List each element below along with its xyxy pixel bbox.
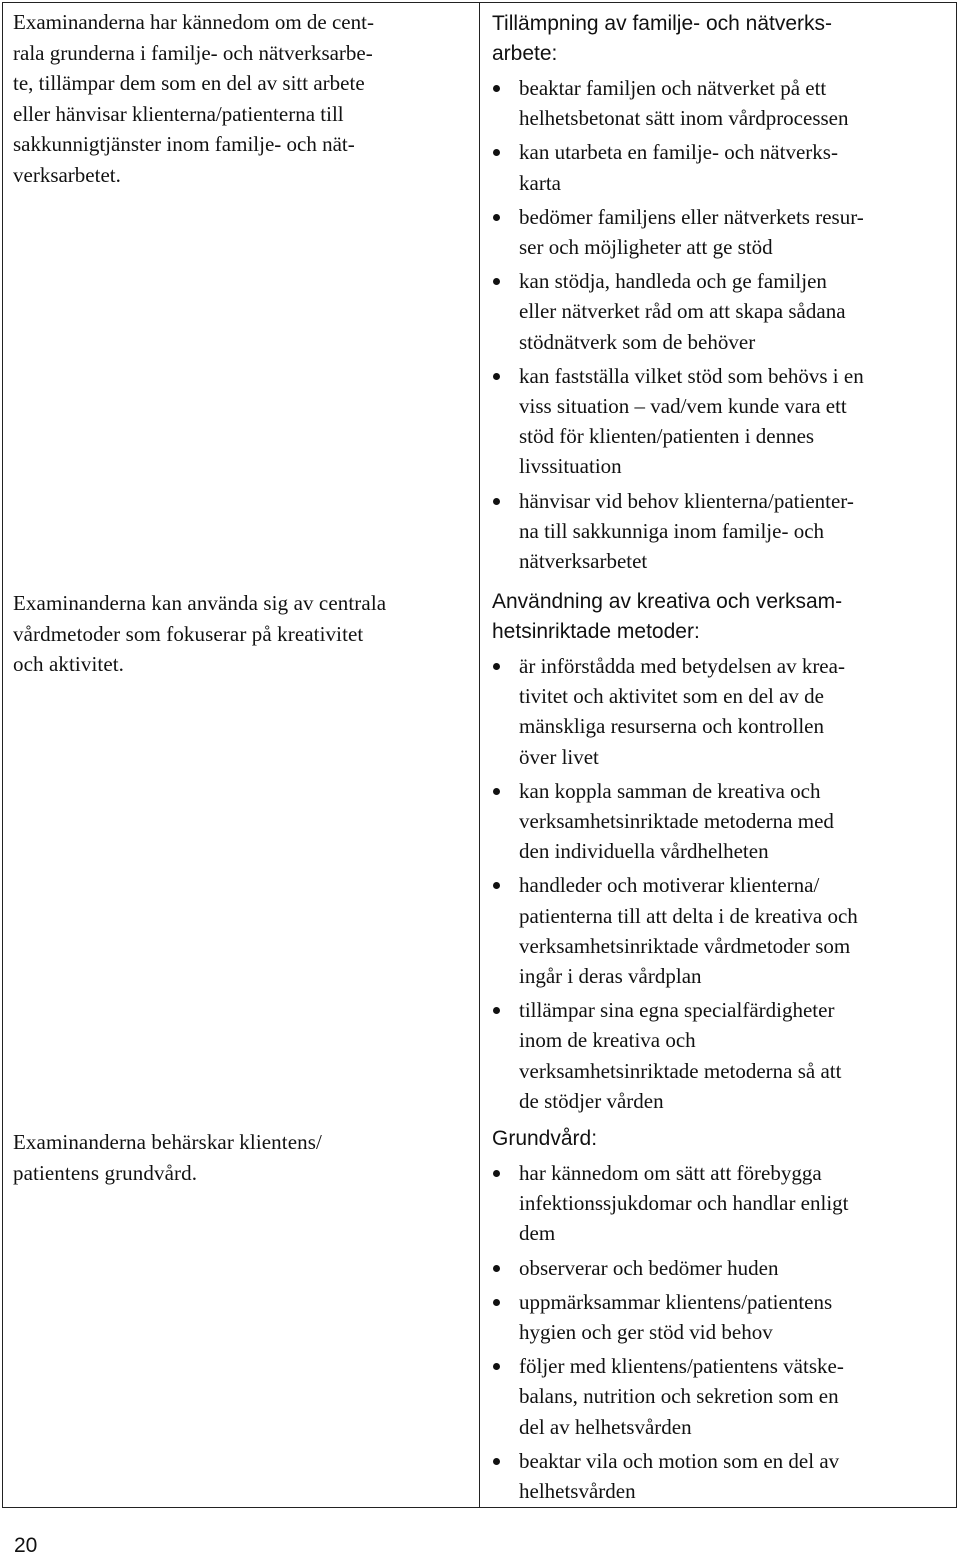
list-item [492, 1446, 954, 1506]
left-paragraph [13, 588, 475, 680]
text-line: tivitet och aktivitet som en del av de [519, 684, 825, 709]
bullet-list [492, 651, 954, 1116]
text-line: hänvisar vid behov klienterna/patienter- [519, 488, 854, 513]
text-line: kan koppla samman de kreativa och [519, 778, 821, 803]
page-number: 20 [14, 1534, 38, 1557]
text-line: beaktar vila och motion som en del av [519, 1448, 840, 1473]
text-line: har kännedom om sätt att förebygga [519, 1161, 822, 1185]
text-line: patienterna till att delta i de kreativa och [519, 903, 858, 928]
list-item [492, 73, 954, 133]
text-line: livssituation [519, 454, 622, 479]
heading-line: Grundvård: [492, 1127, 598, 1150]
bullet-icon [493, 1170, 500, 1177]
list-item [492, 1158, 954, 1249]
text-line: handleder och motiverar klienterna/ [519, 873, 820, 898]
text-line: hygien och ger stöd vid behov [519, 1320, 773, 1345]
bullet-icon [493, 278, 500, 285]
left-paragraph [13, 7, 475, 190]
text-line: verksamhetsinriktade metoderna så att [519, 1058, 842, 1083]
text-line: vårdmetoder som fokuserar på kreativitet [13, 621, 364, 646]
bullet-icon [493, 788, 500, 795]
list-item [492, 651, 954, 772]
text-line: mänskliga resurserna och kontrollen [519, 714, 824, 739]
heading-line: arbete: [492, 42, 558, 65]
text-line: följer med klientens/patientens vätske- [519, 1354, 844, 1379]
text-line: del av helhetsvården [519, 1414, 692, 1439]
text-line: na till sakkunniga inom familje- och [519, 518, 825, 543]
list-item [492, 1351, 954, 1442]
text-line: tillämpar sina egna specialfärdigheter [519, 998, 835, 1023]
text-line: uppmärksammar klientens/patientens [519, 1289, 833, 1314]
bullet-icon [493, 1007, 500, 1014]
text-line: verksamhetsinriktade vårdmetoder som [519, 933, 851, 958]
bullet-icon [493, 663, 500, 670]
section-family-network [492, 9, 954, 580]
heading-line: Tillämpning av familje- och nätverks- [492, 12, 833, 35]
bullet-list [492, 73, 954, 576]
text-line: den individuella vårdhelheten [519, 839, 769, 864]
list-item [492, 137, 954, 197]
bullet-icon [493, 1265, 500, 1272]
text-line: och aktivitet. [13, 652, 125, 676]
bullet-icon [493, 1299, 500, 1306]
section-heading [492, 9, 954, 69]
bullet-icon [493, 149, 500, 156]
text-line: Examinanderna kan använda sig av centrala [13, 591, 387, 615]
list-item [492, 1287, 954, 1347]
text-line: rala grunderna i familje- och nätverksarbe- [13, 40, 373, 65]
list-item [492, 995, 954, 1116]
heading-line: hetsinriktade metoder: [492, 620, 700, 643]
text-line: infektionssjukdomar och handlar enligt [519, 1191, 849, 1216]
bullet-icon [493, 882, 500, 889]
left-column [3, 3, 480, 1507]
text-line: helhetsbetonat sätt inom vårdprocessen [519, 106, 849, 131]
text-line: verksamhetsinriktade metoderna med [519, 809, 834, 834]
text-line: nätverksarbetet [519, 549, 648, 574]
text-line: patientens grundvård. [13, 1160, 198, 1185]
text-line: inom de kreativa och [519, 1028, 696, 1053]
text-line: verksarbetet. [13, 162, 121, 187]
heading-line: Användning av kreativa och verksam- [492, 590, 843, 613]
text-line: te, tillämpar dem som en del av sitt arbete [13, 71, 365, 95]
text-line: Examinanderna har kännedom om de cent- [13, 10, 374, 34]
bullet-icon [493, 1363, 500, 1370]
text-line: sakkunnigtjänster inom familje- och nät- [13, 132, 355, 156]
bullet-list [492, 1158, 954, 1506]
list-item [492, 266, 954, 357]
section-heading [492, 1124, 954, 1154]
text-line: eller nätverket råd om att skapa sådana [519, 299, 846, 324]
text-line: kan stödja, handleda och ge familjen [519, 269, 827, 294]
text-line: observerar och bedömer huden [519, 1255, 779, 1280]
right-column [480, 3, 956, 1507]
text-line: beaktar familjen och nätverket på ett [519, 76, 827, 100]
text-line: stödnätverk som de behöver [519, 329, 756, 354]
bullet-icon [493, 85, 500, 92]
text-line: stöd för klienten/patienten i dennes [519, 424, 815, 449]
list-item [492, 486, 954, 577]
bullet-icon [493, 498, 500, 505]
list-item [492, 776, 954, 867]
bullet-icon [493, 214, 500, 221]
text-line: de stödjer vården [519, 1088, 664, 1113]
bullet-icon [493, 373, 500, 380]
competence-table [2, 2, 957, 1508]
text-line: karta [519, 170, 561, 195]
list-item [492, 361, 954, 482]
text-line: ingår i deras vårdplan [519, 964, 702, 989]
text-line: helhetsvården [519, 1479, 636, 1504]
text-line: viss situation – vad/vem kunde vara ett [519, 394, 847, 419]
text-line: dem [519, 1221, 556, 1246]
section-basic-care [492, 1124, 954, 1510]
text-line: kan fastställa vilket stöd som behövs i en [519, 363, 864, 388]
text-line: ser och möjligheter att ge stöd [519, 235, 773, 260]
text-line: eller hänvisar klienterna/patienterna till [13, 101, 344, 126]
list-item [492, 870, 954, 991]
list-item [492, 202, 954, 262]
bullet-icon [493, 1458, 500, 1465]
section-creative-methods [492, 587, 954, 1120]
text-line: är införstådda med betydelsen av krea- [519, 654, 845, 678]
section-heading [492, 587, 954, 647]
left-paragraph [13, 1127, 475, 1188]
text-line: Examinanderna behärskar klientens/ [13, 1130, 322, 1154]
text-line: kan utarbeta en familje- och nätverks- [519, 140, 838, 165]
text-line: bedömer familjens eller nätverkets resur- [519, 204, 864, 229]
text-line: över livet [519, 744, 599, 769]
text-line: balans, nutrition och sekretion som en [519, 1384, 839, 1409]
list-item [492, 1253, 954, 1283]
